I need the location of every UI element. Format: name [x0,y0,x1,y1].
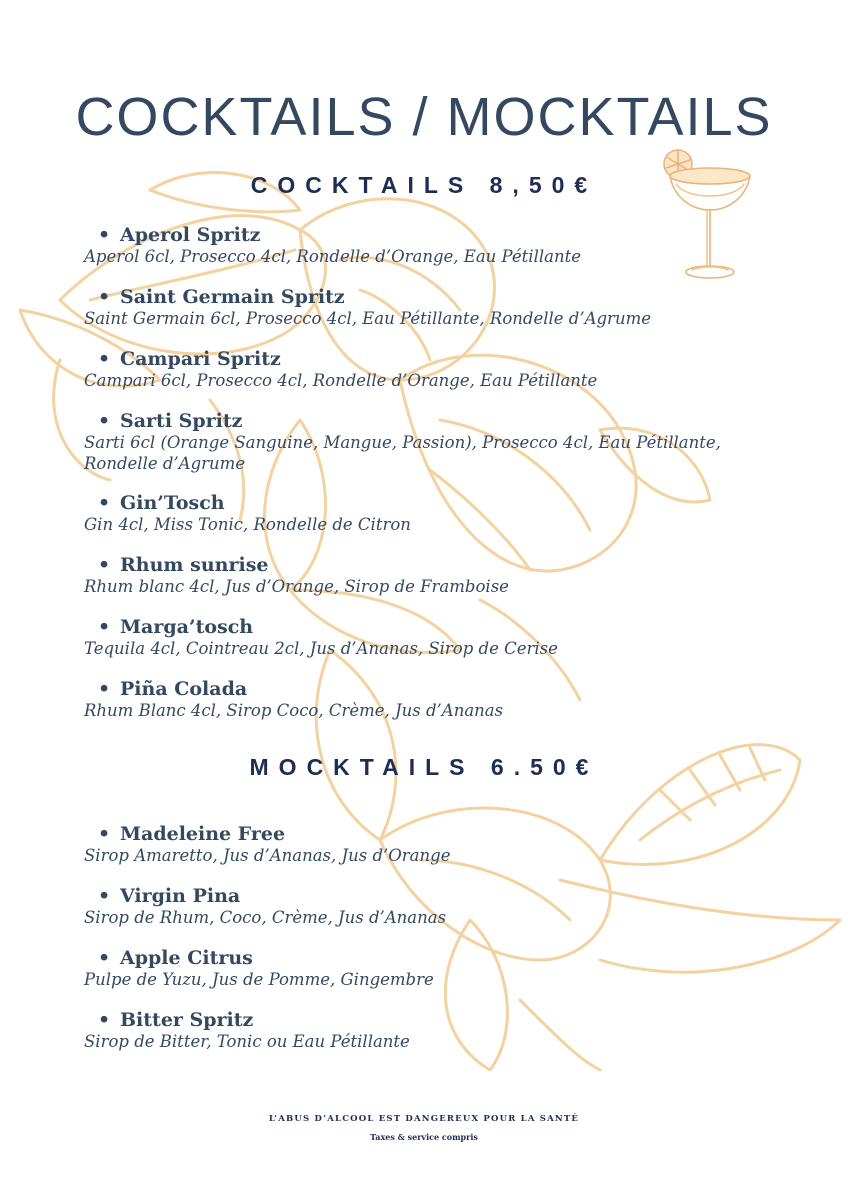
menu-item [84,492,784,554]
cocktails-list [84,224,784,740]
menu-item [84,1009,784,1071]
mocktails-section-title: MOCKTAILS 6.50€ [249,754,599,780]
item-name: • Marga’tosch [98,616,784,638]
mocktails-list [84,823,784,1071]
item-name: • Virgin Pina [98,885,784,907]
menu-item [84,678,784,740]
menu-item [84,823,784,885]
taxes-note: Taxes & service compris [370,1132,478,1142]
item-name: • Saint Germain Spritz [98,286,784,308]
menu-item [84,885,784,947]
menu-item [84,616,784,678]
item-description: Sirop de Bitter, Tonic ou Eau Pétillante [84,1032,410,1051]
menu-item [84,947,784,1009]
item-description: Tequila 4cl, Cointreau 2cl, Jus d’Ananas, Sirop de Cerise [84,639,558,658]
item-description: Pulpe de Yuzu, Jus de Pomme, Gingembre [84,970,434,989]
item-description: Campari 6cl, Prosecco 4cl, Rondelle d’Orange, Eau Pétillante [84,371,598,390]
item-name: • Bitter Spritz [98,1009,784,1031]
menu-item [84,348,784,410]
page-title: COCKTAILS / MOCKTAILS [75,87,773,147]
menu-item [84,554,784,616]
item-name: • Aperol Spritz [98,224,784,246]
alcohol-warning: L’ABUS D’ALCOOL EST DANGEREUX POUR LA SANTÉ [268,1114,580,1124]
menu-item [84,224,784,286]
item-description: Rhum Blanc 4cl, Sirop Coco, Crème, Jus d’Ananas [84,701,504,720]
item-name: • Apple Citrus [98,947,784,969]
menu-item [84,286,784,348]
item-description: Sirop de Rhum, Coco, Crème, Jus d’Ananas [84,908,447,927]
item-name: • Gin’Tosch [98,492,784,514]
item-description: Aperol 6cl, Prosecco 4cl, Rondelle d’Orange, Eau Pétillante [84,247,581,266]
item-name: • Sarti Spritz [98,410,784,432]
item-description: Saint Germain 6cl, Prosecco 4cl, Eau Pétillante, Rondelle d’Agrume [84,309,651,328]
item-name: • Campari Spritz [98,348,784,370]
item-description: Sirop Amaretto, Jus d’Ananas, Jus d’Orange [84,846,451,865]
item-description: Rhum blanc 4cl, Jus d’Orange, Sirop de Framboise [84,577,509,596]
item-description: Sarti 6cl (Orange Sanguine, Mangue, Passion), Prosecco 4cl, Eau Pétillante, Rondelle d’Agrume [84,433,721,473]
item-name: • Piña Colada [98,678,784,700]
cocktails-section-title: COCKTAILS 8,50€ [250,172,598,198]
item-name: • Rhum sunrise [98,554,784,576]
item-description: Gin 4cl, Miss Tonic, Rondelle de Citron [84,515,411,534]
menu-item [84,410,784,492]
item-name: • Madeleine Free [98,823,784,845]
